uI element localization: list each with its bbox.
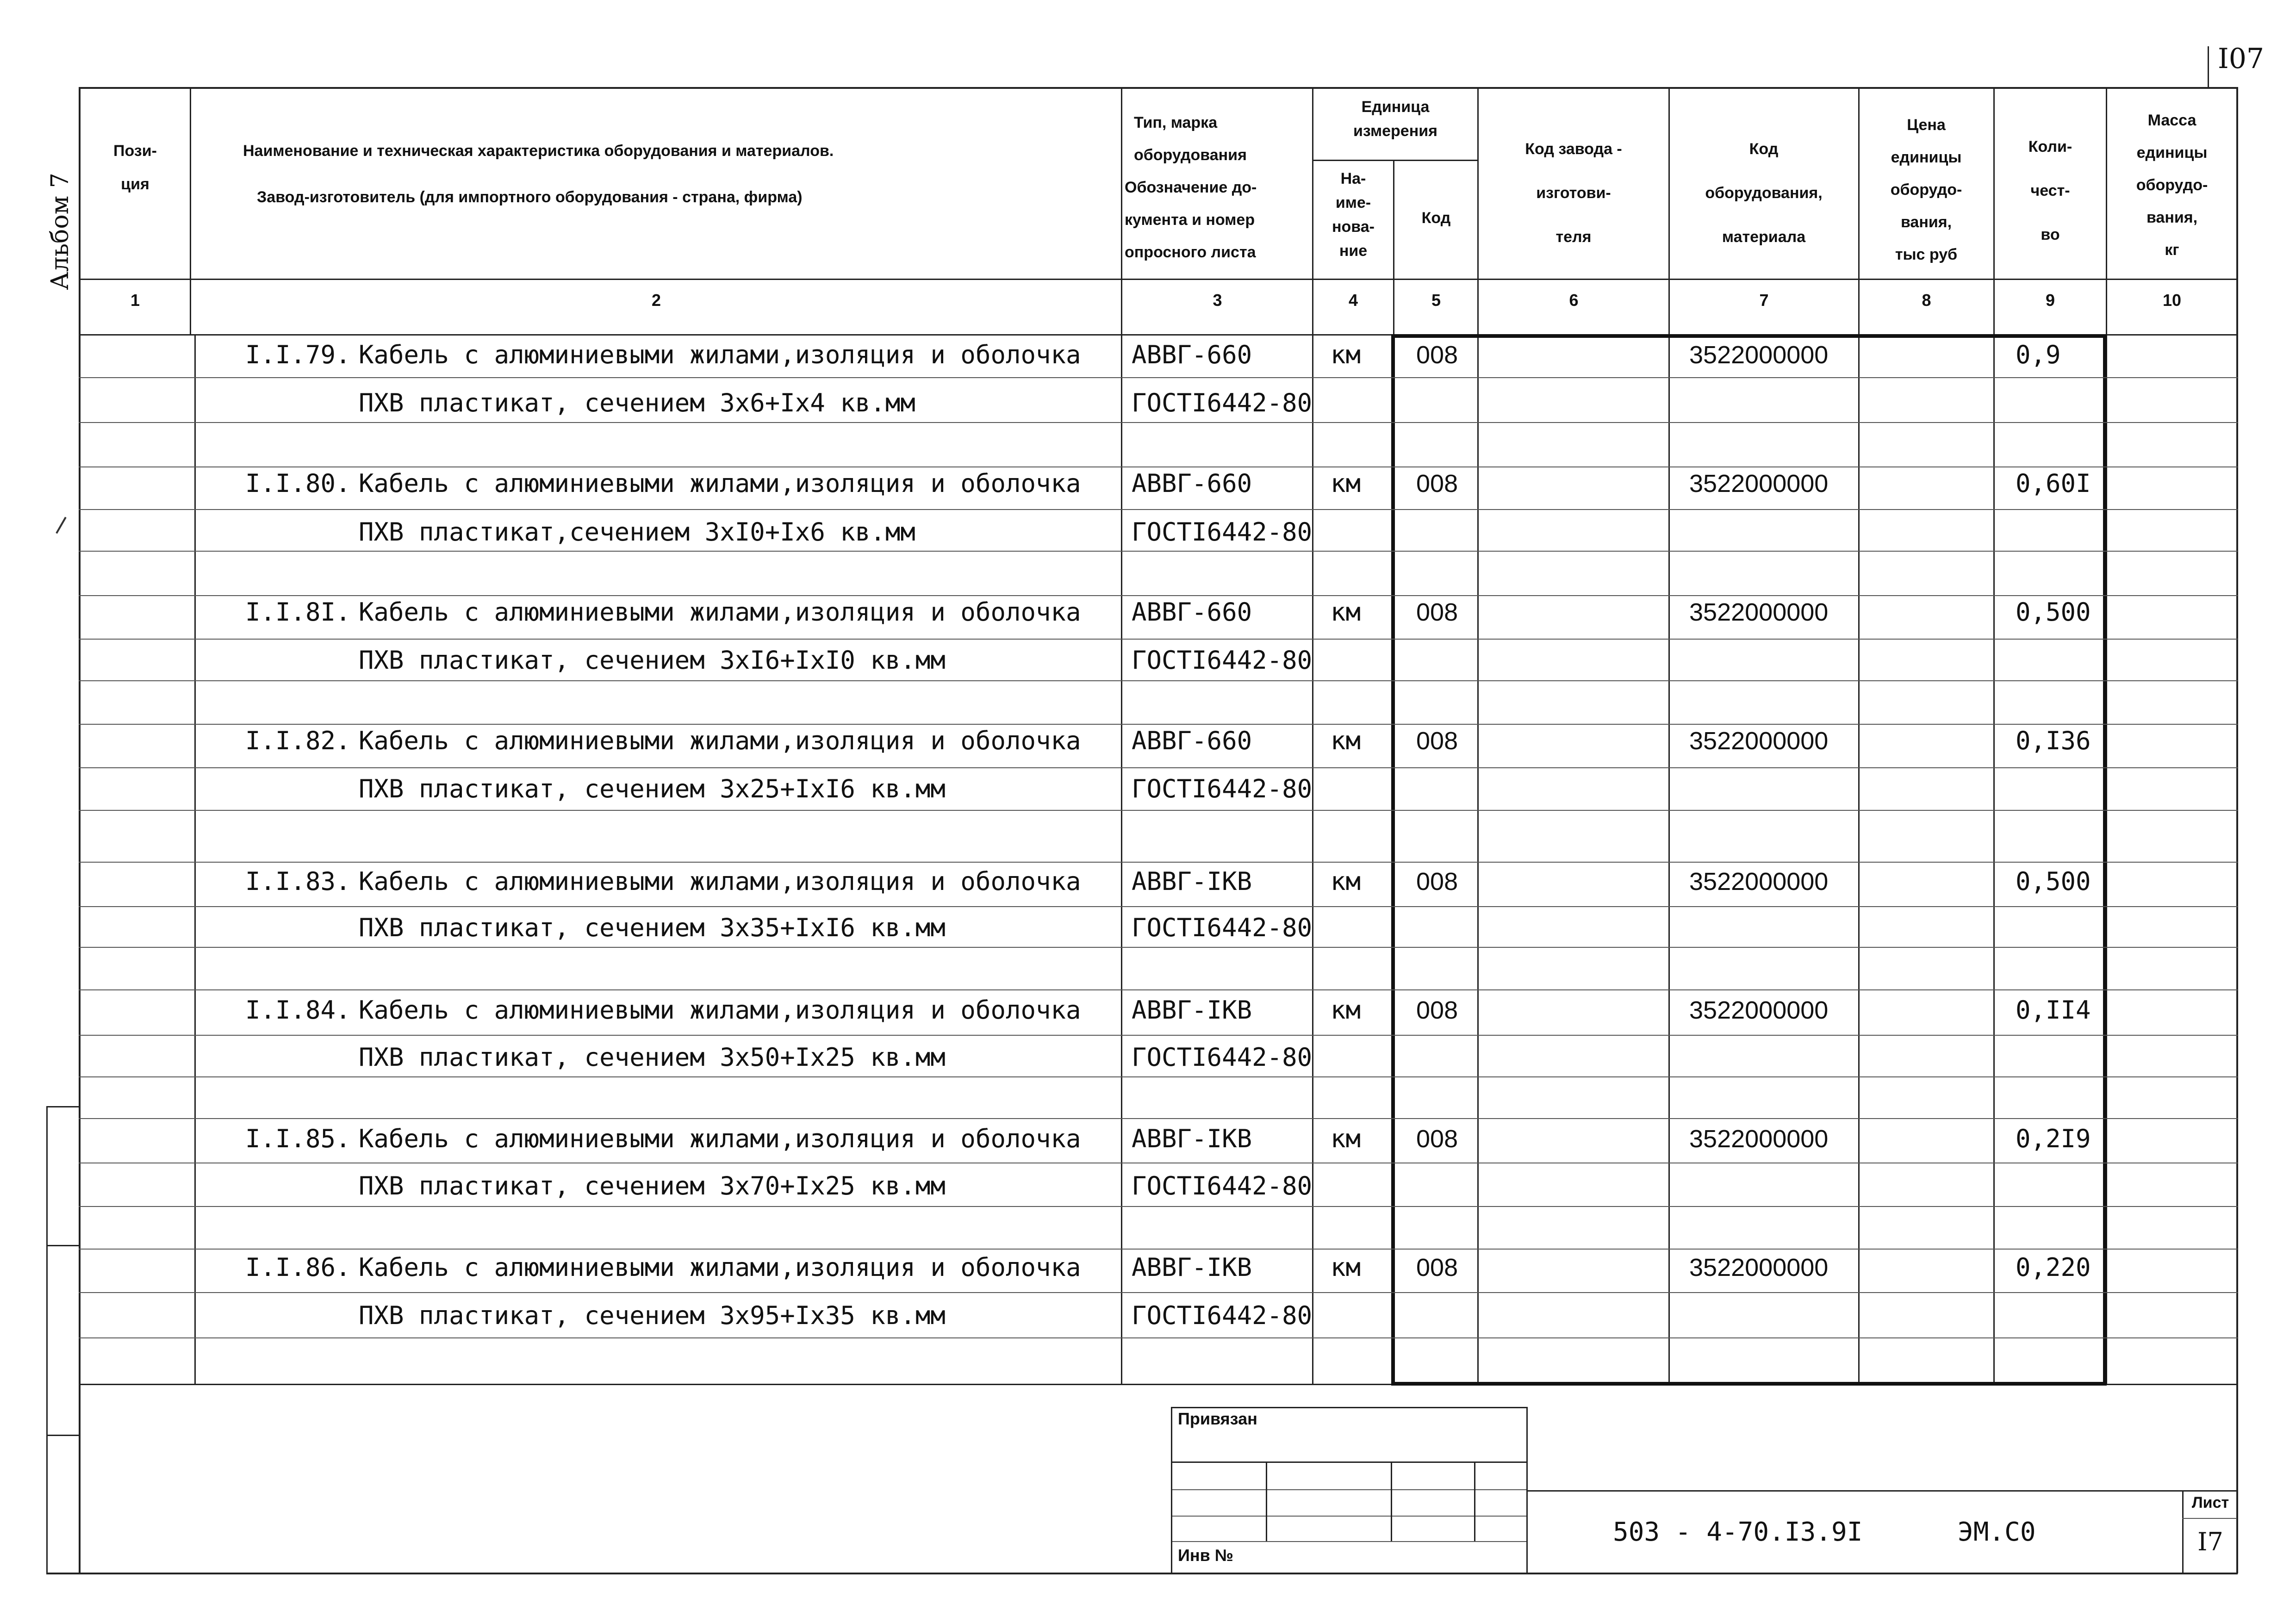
item-name-line2: ПХВ пластикат, сечением 3х6+Iх4 кв.мм	[359, 388, 915, 417]
item-name-line2: ПХВ пластикат,сечением 3хI0+Iх6 кв.мм	[359, 517, 915, 547]
item-qty: 0,220	[2016, 1253, 2091, 1282]
item-name-line1: Кабель с алюминиевыми жилами,изоляция и оболочка	[359, 1253, 1081, 1282]
item-unit-code: 008	[1416, 470, 1458, 497]
item-type: АВВГ-660	[1132, 469, 1252, 498]
item-type: АВВГ-IКВ	[1132, 1124, 1252, 1153]
item-equip-code: 3522000000	[1689, 868, 1829, 895]
item-doc: ГОСТI6442-80	[1132, 517, 1313, 547]
item-name-line1: Кабель с алюминиевыми жилами,изоляция и оболочка	[359, 726, 1081, 755]
album-label: Альбом 7	[46, 173, 74, 290]
header-col10: Масса единицы оборудо- вания, кг	[2136, 112, 2208, 259]
position-number: I.I.8I.	[245, 597, 351, 627]
header-col3-line: кумента и номер	[1125, 211, 1255, 229]
item-qty: 0,9	[2016, 340, 2061, 369]
column-number: 8	[1922, 291, 1931, 310]
item-unit: км	[1331, 1124, 1361, 1153]
item-qty: 0,I36	[2016, 726, 2091, 755]
item-unit-code: 008	[1416, 598, 1458, 626]
position-number: I.I.85.	[245, 1124, 351, 1153]
item-unit-code: 008	[1416, 996, 1458, 1024]
item-equip-code: 3522000000	[1689, 1254, 1829, 1281]
header-col3-line: опросного листа	[1125, 243, 1256, 261]
item-type: АВВГ-660	[1132, 726, 1252, 755]
item-equip-code: 3522000000	[1689, 598, 1829, 626]
item-equip-code: 3522000000	[1689, 341, 1829, 369]
stamp-doc-code: 503 - 4-70.I3.9I	[1613, 1517, 1863, 1547]
item-doc: ГОСТI6442-80	[1132, 646, 1313, 675]
position-number: I.I.84.	[245, 995, 351, 1025]
item-equip-code: 3522000000	[1689, 470, 1829, 497]
position-number: I.I.82.	[245, 726, 351, 755]
header-col3-line: Обозначение до-	[1125, 179, 1257, 196]
column-number: 3	[1213, 291, 1222, 310]
item-name-line2: ПХВ пластикат, сечением 3х70+Iх25 кв.мм	[359, 1171, 946, 1200]
item-unit: км	[1331, 726, 1361, 755]
header-unit-group: Единица измерения	[1353, 98, 1437, 140]
item-doc: ГОСТI6442-80	[1132, 1043, 1313, 1072]
position-number: I.I.86.	[245, 1253, 351, 1282]
position-number: I.I.80.	[245, 469, 351, 498]
item-doc: ГОСТI6442-80	[1132, 1171, 1313, 1200]
header-col7: Код оборудования, материала	[1705, 140, 1823, 246]
column-number: 5	[1431, 291, 1441, 310]
item-unit-code: 008	[1416, 868, 1458, 895]
header-col2-line2: Завод-изготовитель (для импортного оборудования - страна, фирма)	[257, 188, 803, 206]
header-col2-line1: Наименование и техническая характеристика оборудования и материалов.	[243, 142, 834, 160]
item-name-line1: Кабель с алюминиевыми жилами,изоляция и оболочка	[359, 469, 1081, 498]
item-unit-code: 008	[1416, 727, 1458, 755]
item-type: АВВГ-IКВ	[1132, 867, 1252, 896]
item-unit: км	[1331, 340, 1361, 369]
item-doc: ГОСТI6442-80	[1132, 774, 1313, 803]
item-name-line2: ПХВ пластикат, сечением 3х50+Iх25 кв.мм	[359, 1043, 946, 1072]
item-type: АВВГ-660	[1132, 340, 1252, 369]
header-col1: Пози- ция	[113, 142, 157, 193]
item-equip-code: 3522000000	[1689, 1125, 1829, 1153]
item-qty: 0,500	[2016, 597, 2091, 627]
header-col4: На- име- нова- ние	[1332, 170, 1375, 260]
item-name-line1: Кабель с алюминиевыми жилами,изоляция и оболочка	[359, 1124, 1081, 1153]
item-qty: 0,II4	[2016, 995, 2091, 1025]
item-doc: ГОСТI6442-80	[1132, 913, 1313, 942]
stamp-sheet-label: Лист	[2191, 1494, 2229, 1511]
header-col3-line: Тип, марка	[1134, 114, 1218, 131]
header-col3	[1125, 106, 1310, 268]
column-number: 4	[1348, 291, 1358, 310]
margin-tick-mark	[56, 517, 66, 534]
item-type: АВВГ-IКВ	[1132, 995, 1252, 1025]
column-number: 10	[2162, 291, 2182, 310]
column-number: 6	[1569, 291, 1579, 310]
item-qty: 0,2I9	[2016, 1124, 2091, 1153]
item-name-line1: Кабель с алюминиевыми жилами,изоляция и оболочка	[359, 340, 1081, 369]
item-equip-code: 3522000000	[1689, 727, 1829, 755]
item-name-line2: ПХВ пластикат, сечением 3х35+IхI6 кв.мм	[359, 913, 946, 942]
item-unit: км	[1331, 469, 1361, 498]
item-name-line1: Кабель с алюминиевыми жилами,изоляция и оболочка	[359, 867, 1081, 896]
item-unit: км	[1331, 867, 1361, 896]
item-unit: км	[1331, 1253, 1361, 1282]
item-qty: 0,500	[2016, 867, 2091, 896]
item-name-line1: Кабель с алюминиевыми жилами,изоляция и оболочка	[359, 995, 1081, 1025]
item-name-line2: ПХВ пластикат, сечением 3х25+IхI6 кв.мм	[359, 774, 946, 803]
header-col6: Код завода - изготови- теля	[1525, 140, 1622, 246]
header-col9: Коли- чест- во	[2028, 138, 2072, 243]
item-equip-code: 3522000000	[1689, 996, 1829, 1024]
item-type: АВВГ-660	[1132, 597, 1252, 627]
column-number: 9	[2045, 291, 2055, 310]
item-name-line2: ПХВ пластикат, сечением 3хI6+IхI0 кв.мм	[359, 646, 946, 675]
position-number: I.I.83.	[245, 867, 351, 896]
stamp-section: ЭМ.С0	[1958, 1517, 2036, 1547]
item-name-line1: Кабель с алюминиевыми жилами,изоляция и оболочка	[359, 597, 1081, 627]
item-unit-code: 008	[1416, 1125, 1458, 1153]
item-name-line2: ПХВ пластикат, сечением 3х95+Iх35 кв.мм	[359, 1301, 946, 1330]
stamp-inv-label: Инв №	[1178, 1546, 1233, 1565]
header-col8: Цена единицы оборудо- вания, тыс руб	[1890, 116, 1962, 263]
item-type: АВВГ-IКВ	[1132, 1253, 1252, 1282]
stamp-bound-label: Привязан	[1178, 1409, 1257, 1428]
header-col5: Код	[1421, 209, 1451, 227]
item-unit: км	[1331, 995, 1361, 1025]
column-number: 1	[130, 291, 140, 310]
header-col3-line: оборудования	[1134, 146, 1247, 164]
item-doc: ГОСТI6442-80	[1132, 1301, 1313, 1330]
item-unit-code: 008	[1416, 341, 1458, 369]
position-number: I.I.79.	[245, 340, 351, 369]
item-doc: ГОСТI6442-80	[1132, 388, 1313, 417]
item-unit: км	[1331, 597, 1361, 627]
stamp-sheet-number: I7	[2197, 1527, 2223, 1556]
item-unit-code: 008	[1416, 1254, 1458, 1281]
column-number: 2	[651, 291, 661, 310]
item-qty: 0,60I	[2016, 469, 2091, 498]
page-number: I07	[2218, 43, 2265, 75]
column-number: 7	[1759, 291, 1769, 310]
